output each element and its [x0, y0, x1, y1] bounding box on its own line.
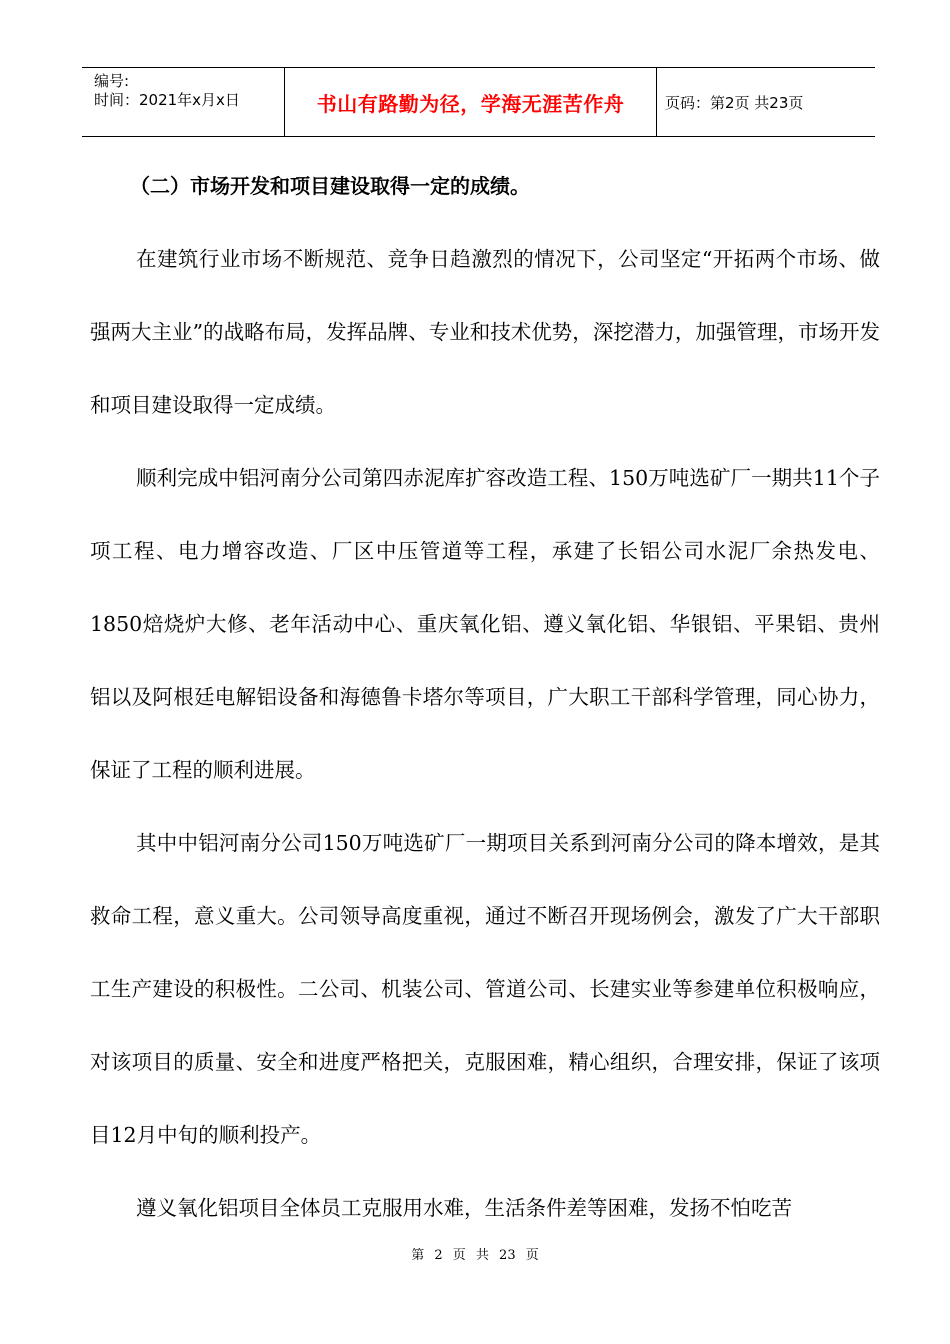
- document-body: [90, 150, 880, 1245]
- paragraph-completed-projects: 顺利完成中铝河南分公司第四赤泥库扩容改造工程、150万吨选矿厂一期共11个子项工程、电力增容改造、厂区中压管道等工程，承建了长铝公司水泥厂余热发电、1850焙烧炉大修、老年活动中心、重庆氧化铝、遵义氧化铝、华银铝、平果铝、贵州铝以及阿根廷电解铝设备和海德鲁卡塔尔等项目，广大职工干部科学管理，同心协力，保证了工程的顺利进展。: [90, 466, 880, 782]
- number-label: 编号:: [94, 72, 130, 90]
- header-meta-cell: [82, 68, 285, 136]
- paragraph-zunyi-project: 遵义氧化铝项目全体员工克服用水难，生活条件差等困难，发扬不怕吃苦: [136, 1196, 792, 1220]
- header-motto-cell: [285, 68, 657, 136]
- header-page-cell: [657, 68, 875, 136]
- paragraph-mineral-plant: 其中中铝河南分公司150万吨选矿厂一期项目关系到河南分公司的降本增效，是其救命工程，意义重大。公司领导高度重视，通过不断召开现场例会，激发了广大干部职工生产建设的积极性。二公司、机装公司、管道公司、长建实业等参建单位积极响应，对该项目的质量、安全和进度严格把关，克服困难，精心组织，合理安排，保证了该项目12月中旬的顺利投产。: [90, 831, 880, 1147]
- paragraph-market-strategy: 在建筑行业市场不断规范、竞争日趋激烈的情况下，公司坚定“开拓两个市场、做强两大主业”的战略布局，发挥品牌、专业和技术优势，深挖潜力，加强管理，市场开发和项目建设取得一定成绩。: [90, 247, 880, 417]
- section-heading: （二）市场开发和项目建设取得一定的成绩。: [130, 174, 530, 198]
- time-line: 时间：2021年x月x日: [94, 91, 240, 109]
- motto-text: 书山有路勤为径，学海无涯苦作舟: [316, 91, 625, 116]
- page-footer: 第 2 页 共 23 页: [411, 1248, 539, 1263]
- page-header: [82, 67, 875, 137]
- page-info: 页码：第2页 共23页: [665, 93, 804, 112]
